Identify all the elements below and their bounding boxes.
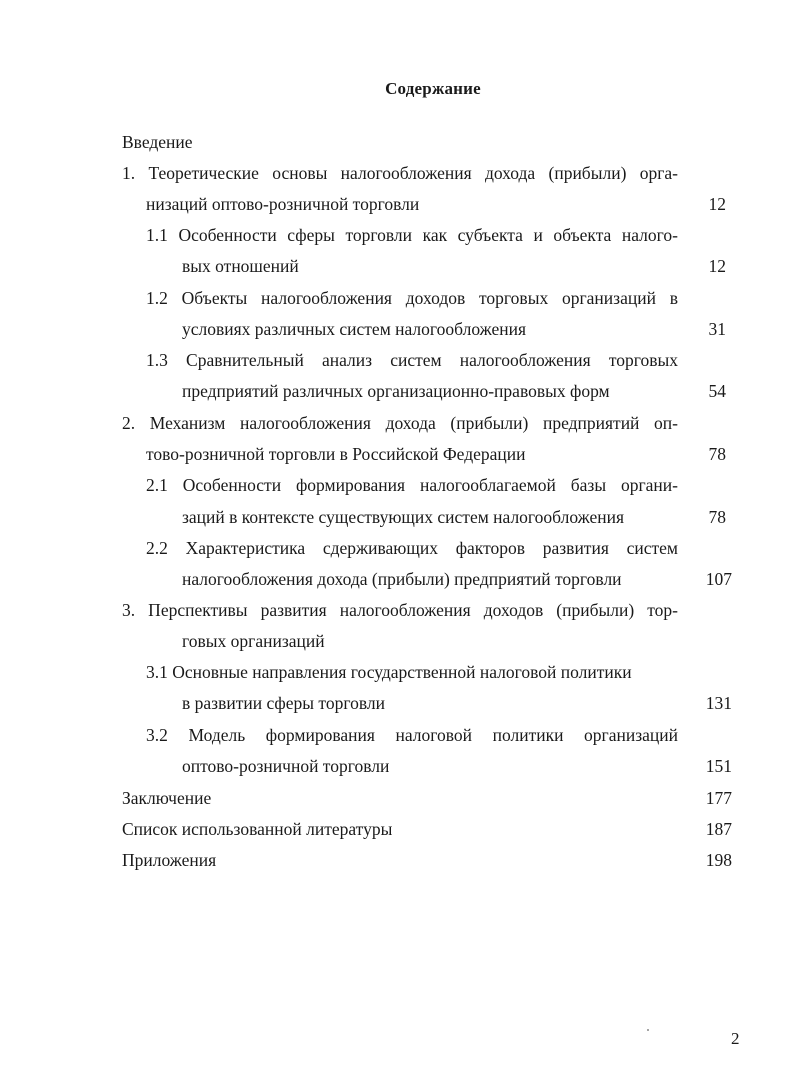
toc-page-section-1-1: 12 [708, 256, 726, 276]
toc-page-section-3-1: 131 [705, 693, 732, 713]
toc-entry-section-2-2-line2: налогообложения дохода (прибыли) предприятий торговли [182, 569, 622, 589]
toc-entry-section-3-1-line2: в развитии сферы торговли [182, 693, 385, 713]
toc-entry-section-1-1-line1: 1.1 Особенности сферы торговли как субъекта и объекта налого- [146, 225, 678, 245]
toc-entry-chapter-1-line1: 1. Теоретические основы налогообложения дохода (прибыли) орга- [122, 163, 678, 183]
toc-entry-section-3-2-line2: оптово-розничной торговли [182, 756, 390, 776]
toc-entry-section-1-1-line2: вых отношений [182, 256, 299, 276]
scan-speck [647, 1029, 649, 1031]
toc-entry-section-2-2-line1: 2.2 Характеристика сдерживающих факторов развития систем [146, 538, 678, 558]
toc-entry-section-1-3-line1: 1.3 Сравнительный анализ систем налогообложения торговых [146, 350, 678, 370]
toc-entry-chapter-2-line2: тово-розничной торговли в Российской Федерации [146, 444, 526, 464]
toc-entry-chapter-3-line2: говых организаций [182, 631, 325, 651]
toc-page-section-3-2: 151 [705, 756, 732, 776]
toc-entry-section-2-1-line1: 2.1 Особенности формирования налогооблагаемой базы органи- [146, 475, 678, 495]
toc-page-section-2-2: 107 [705, 569, 732, 589]
toc-entry-conclusion: Заключение [122, 788, 212, 808]
toc-page-conclusion: 177 [705, 788, 732, 808]
toc-entry-chapter-3-line1: 3. Перспективы развития налогообложения доходов (прибыли) тор- [122, 600, 678, 620]
toc-entry-section-1-3-line2: предприятий различных организационно-правовых форм [182, 381, 610, 401]
toc-entry-section-3-2-line1: 3.2 Модель формирования налоговой политики организаций [146, 725, 678, 745]
toc-page-appendices: 198 [705, 850, 732, 870]
toc-title: Содержание [385, 79, 481, 98]
toc-entry-appendices: Приложения [122, 850, 217, 870]
toc-entry-section-3-1-line1: 3.1 Основные направления государственной налоговой политики [146, 662, 632, 682]
toc-page-section-1-3: 54 [708, 381, 726, 401]
toc-entry-section-1-2-line1: 1.2 Объекты налогообложения доходов торговых организаций в [146, 288, 678, 308]
toc-entry-references: Список использованной литературы [122, 819, 393, 839]
toc-entry-introduction: Введение [122, 132, 193, 152]
toc-entry-chapter-2-line1: 2. Механизм налогообложения дохода (прибыли) предприятий оп- [122, 413, 678, 433]
page-number: 2 [731, 1029, 740, 1048]
toc-page-references: 187 [705, 819, 732, 839]
toc-entry-section-2-1-line2: заций в контексте существующих систем налогообложения [182, 507, 625, 527]
toc-entry-chapter-1-line2: низаций оптово-розничной торговли [146, 194, 420, 214]
toc-page-section-2-1: 78 [708, 507, 726, 527]
toc-page-chapter-2: 78 [708, 444, 726, 464]
toc-entry-section-1-2-line2: условиях различных систем налогообложения [182, 319, 527, 339]
toc-page-section-1-2: 31 [708, 319, 726, 339]
toc-page-chapter-1: 12 [708, 194, 726, 214]
